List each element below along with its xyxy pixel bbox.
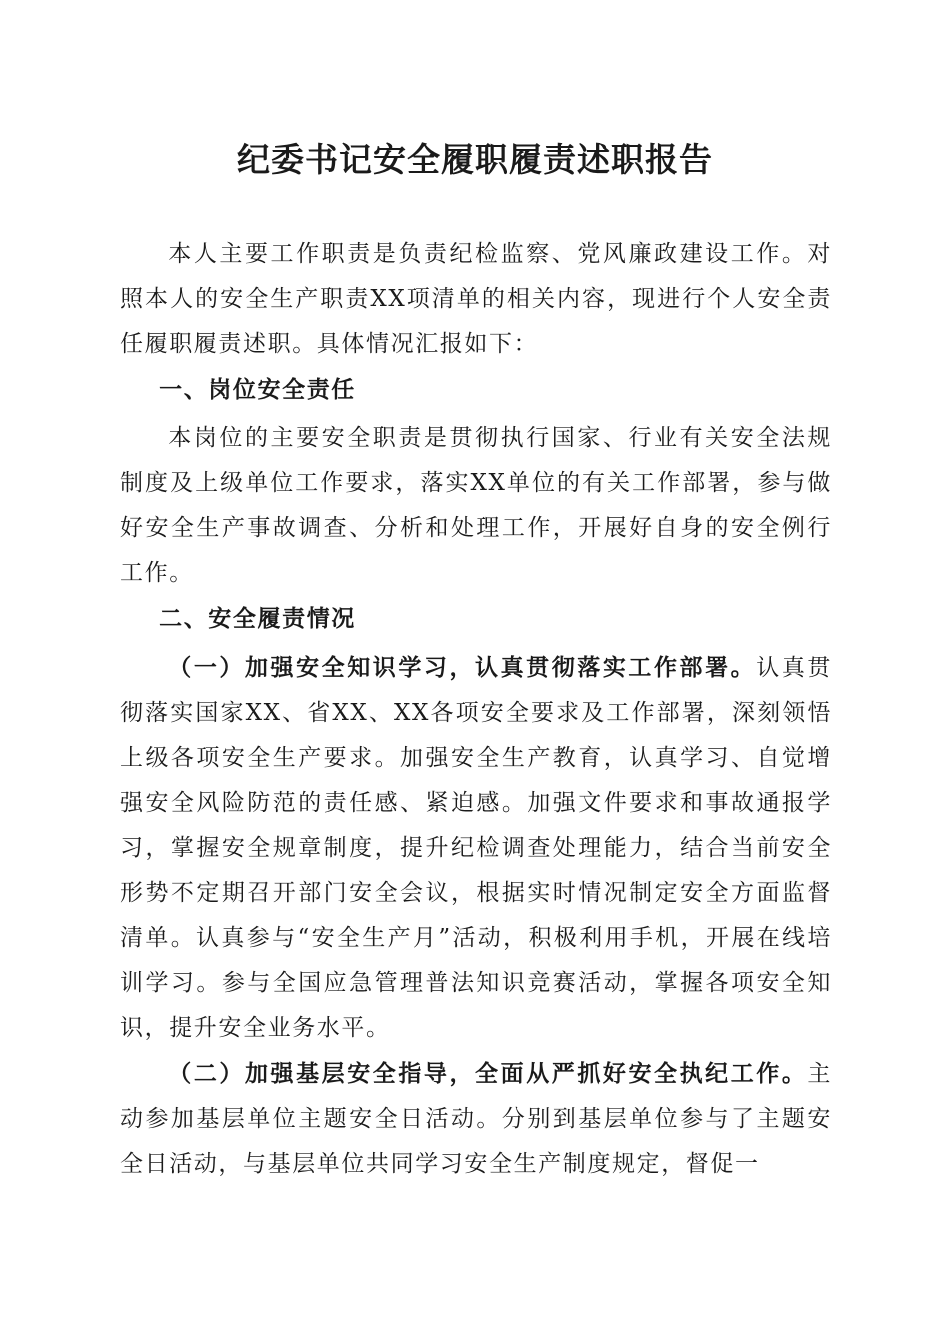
section-2-item-2-paragraph (120, 1051, 832, 1187)
section-2-heading: 二、安全履责情况 (159, 606, 356, 632)
section-1-paragraph: 本岗位的主要安全职责是贯彻执行国家、行业有关安全法规制度及上级单位工作要求，落实XX单位的有关工作部署，参与做好安全生产事故调查、分析和处理工作，开展好自身的安全例行工作。 (120, 425, 832, 586)
section-2-item-1-paragraph (120, 645, 832, 1051)
document-body (120, 232, 832, 1187)
section-2-item-1-text: 认真贯彻落实国家XX、省XX、XX各项安全要求及工作部署，深刻领悟上级各项安全生产要求。加强安全生产教育，认真学习、自觉增强安全风险防范的责任感、紧迫感。加强文件要求和事故通报学习，掌握安全规章制度，提升纪检调查处理能力，结合当前安全形势不定期召开部门安全会议，根据实时情况制定安全方面监督清单。认真参与“安全生产月”活动，积极利用手机，开展在线培训学习。参与全国应急管理普法知识竞赛活动，掌握各项安全知识，提升安全业务水平。 (120, 655, 832, 1041)
section-2-item-2-text: 主动参加基层单位主题安全日活动。分别到基层单位参与了主题安全日活动，与基层单位共同学习安全生产制度规定，督促一 (120, 1061, 832, 1177)
section-2-item-1-lead: （一）加强安全知识学习，认真贯彻落实工作部署。 (168, 654, 757, 681)
section-1-heading: 一、岗位安全责任 (159, 377, 356, 403)
intro-paragraph: 本人主要工作职责是负责纪检监察、党风廉政建设工作。对照本人的安全生产职责XX项清单的相关内容，现进行个人安全责任履职履责述职。具体情况汇报如下： (120, 241, 832, 357)
section-2-item-2-lead: （二）加强基层安全指导，全面从严抓好安全执纪工作。 (168, 1060, 808, 1087)
document-title: 纪委书记安全履职履责述职报告 (237, 140, 713, 179)
